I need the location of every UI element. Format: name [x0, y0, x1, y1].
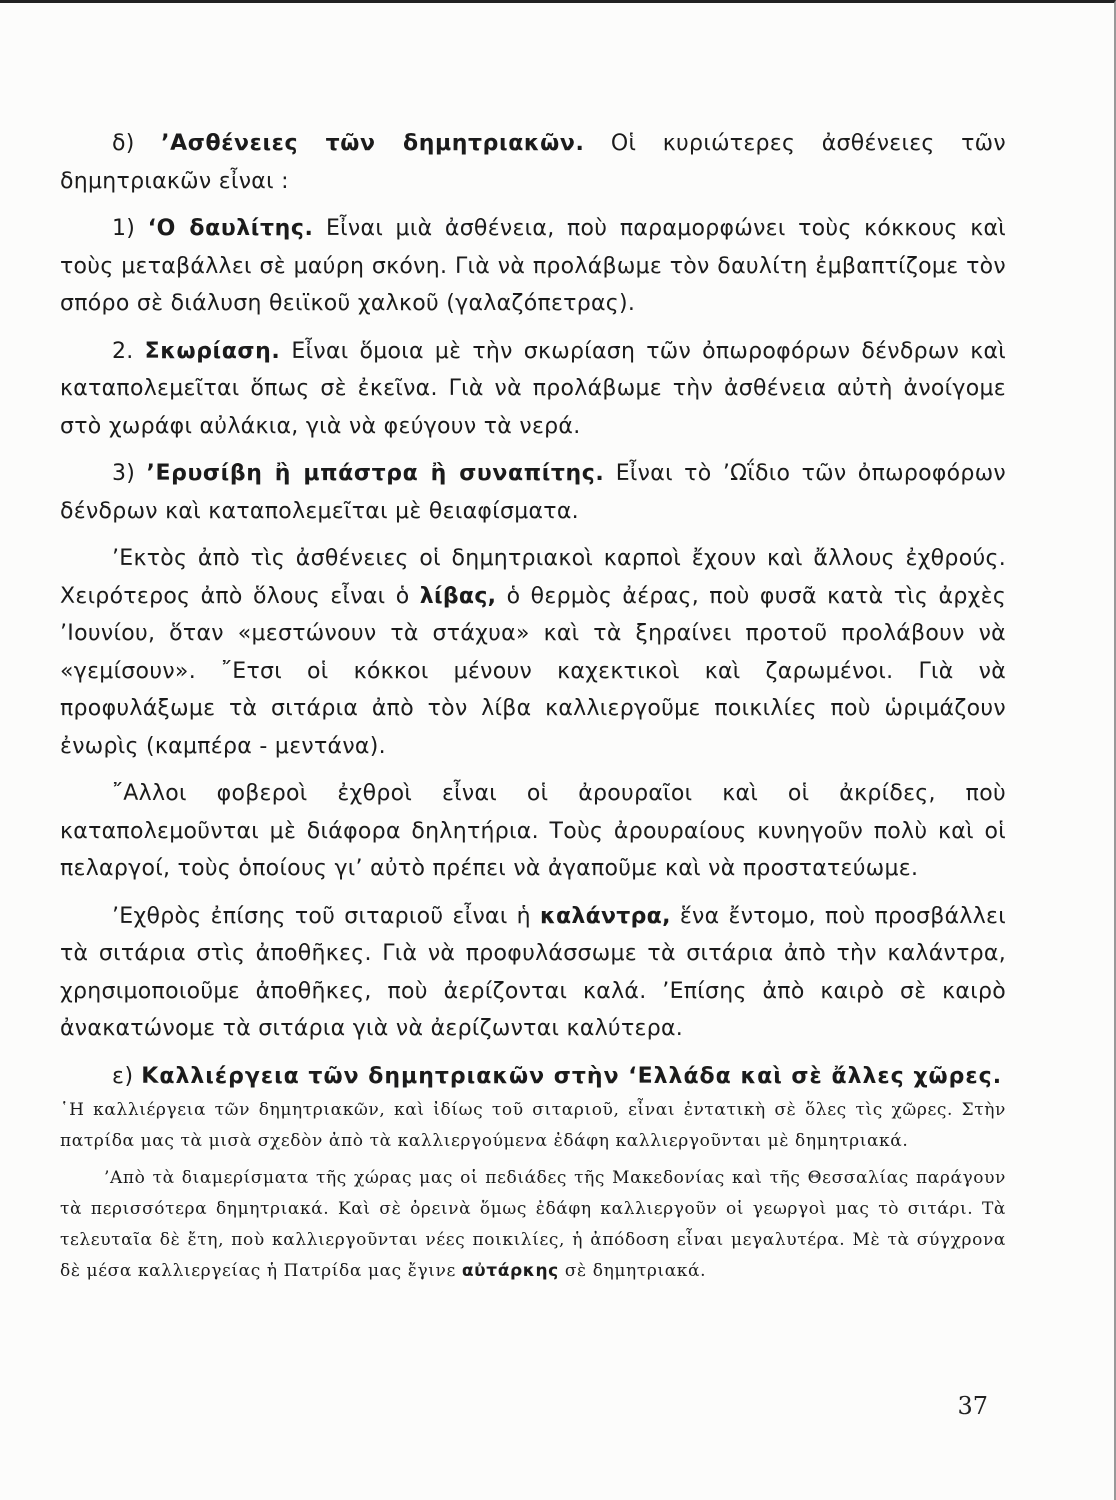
item-title: Σκωρίαση. — [144, 338, 281, 364]
paragraph-text: Εἶναι ὅμοια μὲ τὴν σκωρίαση τῶν ὀπωροφόρων δένδρων καὶ καταπολεμεῖται ὅπως σὲ ἐκεῖνα. Γιὰ νὰ προλάβωμε τὴν ἀσθένεια αὐτὴ ἀνοίγομε στὸ χωράφι αὐλάκια, γιὰ νὰ φεύγουν τὰ νερά. — [60, 338, 1007, 439]
item-title: ’Ερυσίβη ἢ μπάστρα ἢ συναπίτης. — [146, 461, 605, 486]
paragraph-davlitis — [60, 210, 1006, 323]
paragraph-final — [60, 1163, 1006, 1287]
paragraph-text: Εἶναι τὸ ’Ωΐδιο τῶν ὀπωροφόρων δένδρων καὶ καταπολεμεῖται μὲ θειαφίσματα. — [60, 461, 1007, 524]
section-title: ’Ασθένειες τῶν δημητριακῶν. — [161, 131, 585, 156]
item-label: 1) — [112, 216, 136, 241]
page-number: 37 — [957, 1392, 988, 1420]
paragraph-enemies-livas — [60, 540, 1006, 765]
paragraph-text: σὲ δημητριακά. — [564, 1261, 707, 1281]
paragraph-enemies-rodents — [60, 775, 1006, 888]
emphasis-autarkis: αὐτάρκης — [461, 1261, 559, 1281]
section-e-heading — [60, 1058, 1006, 1096]
paragraph-erysivi — [60, 455, 1006, 530]
section-label: ε) — [112, 1063, 134, 1089]
paragraph-text: ἕνα ἔντομο, ποὺ προσβάλλει τὰ σιτάρια στὶς ἀποθῆκες. Γιὰ νὰ προφυλάσσωμε τὰ σιτάρια ἀπὸ τὴν καλάντρα, χρησιμοποιοῦμε ἀποθῆκες, ποὺ ἀερίζονται καλά. ’Επίσης ἀπὸ καιρὸ σὲ καιρὸ ἀνακατώνομε τὰ σιτάρια γιὰ νὰ ἀερίζωνται καλύτερα. — [60, 903, 1006, 1041]
emphasis-livas: λίβας, — [419, 583, 497, 609]
section-label: δ) — [112, 131, 135, 156]
page-text — [60, 125, 1006, 1293]
paragraph-text: ’Εχθρὸς ἐπίσης τοῦ σιταριοῦ εἶναι ἡ — [112, 903, 531, 929]
paragraph-text: Οἱ κυριώτερες ἀσθένειες τῶν δημητριακῶν εἶναι : — [60, 131, 1006, 194]
paragraph-diseases-intro — [60, 125, 1006, 200]
paragraph-text: ῎Αλλοι φοβεροὶ ἐχθροὶ εἶναι οἱ ἀρουραῖοι καὶ οἱ ἀκρίδες, ποὺ καταπολεμοῦνται μὲ διάφορα δηλητήρια. Τοὺς ἀρουραίους κυνηγοῦν πολὺ καὶ οἱ πελαργοί, τοὺς ὁποίους γι’ αὐτὸ πρέπει νὰ ἀγαποῦμε καὶ νὰ προστατεύωμε. — [60, 781, 1006, 881]
item-label: 2. — [112, 338, 134, 364]
paragraph-text: ῾Η καλλιέργεια τῶν δημητριακῶν, καὶ ἰδίως τοῦ σιταριοῦ, εἶναι ἐντατικὴ σὲ ὅλες τὶς χῶρες. Στὴν πατρίδα μας τὰ μισὰ σχεδὸν ἀπὸ τὰ καλλιεργούμενα ἐδάφη καλλιεργοῦνται μὲ δημητριακά. — [60, 1100, 1006, 1151]
section-title: Καλλιέργεια τῶν δημητριακῶν στὴν ‘Ελλάδα καὶ σὲ ἄλλες χῶρες. — [141, 1063, 1003, 1089]
paragraph-enemies-kalantra — [60, 898, 1006, 1048]
paragraph-text: ’Απὸ τὰ διαμερίσματα τῆς χώρας μας οἱ πεδιάδες τῆς Μακεδονίας καὶ τῆς Θεσσαλίας παράγουν τὰ περισσότερα δημητριακά. Καὶ σὲ ὀρεινὰ ὅμως ἐδάφη καλλιεργοῦν οἱ γεωργοὶ μας τὸ σιτάρι. Τὰ τελευταῖα δὲ ἔτη, ποὺ καλλιεργοῦνται νέες ποικιλίες, ἡ ἀπόδοση εἶναι μεγαλυτέρα. Μὲ τὰ σύγχρονα δὲ μέσα καλλιεργείας ἡ Πατρίδα μας ἔγινε — [60, 1168, 1006, 1281]
section-e-text — [60, 1095, 1006, 1157]
paragraph-text: Εἶναι μιὰ ἀσθένεια, ποὺ παραμορφώνει τοὺς κόκκους καὶ τοὺς μεταβάλλει σὲ μαύρη σκόνη. Γιὰ νὰ προλάβωμε τὸν δαυλίτη ἐμβαπτίζομε τὸν σπόρο σὲ διάλυση θειϊκοῦ χαλκοῦ (γαλαζόπετρας). — [60, 216, 1007, 316]
item-title: ‘Ο δαυλίτης. — [147, 216, 314, 241]
paragraph-text: ’Εκτὸς ἀπὸ τὶς ἀσθένειες οἱ δημητριακοὶ καρποὶ ἔχουν καὶ ἄλλους ἐχθρούς. Χειρότερος ἀπὸ ὅλους εἶναι ὁ — [60, 546, 1006, 609]
paragraph-skoriasi — [60, 333, 1006, 446]
emphasis-kalantra: καλάντρα, — [540, 903, 671, 929]
paragraph-text: ὁ θερμὸς ἀέρας, ποὺ φυσᾶ κατὰ τὶς ἀρχὲς ’Ιουνίου, ὅταν «μεστώνουν τὰ στάχυα» καὶ τὰ ξηραίνει προτοῦ προλάβουν νὰ «γεμίσουν». ῎Ετσι οἱ κόκκοι μένουν καχεκτικοὶ καὶ ζαρωμένοι. Γιὰ νὰ προφυλάξωμε τὰ σιτάρια ἀπὸ τὸν λίβα καλλιεργοῦμε ποικιλίες ποὺ ὡριμάζουν ἐνωρὶς (καμπέρα - μεντάνα). — [60, 583, 1007, 759]
item-label: 3) — [112, 461, 136, 486]
